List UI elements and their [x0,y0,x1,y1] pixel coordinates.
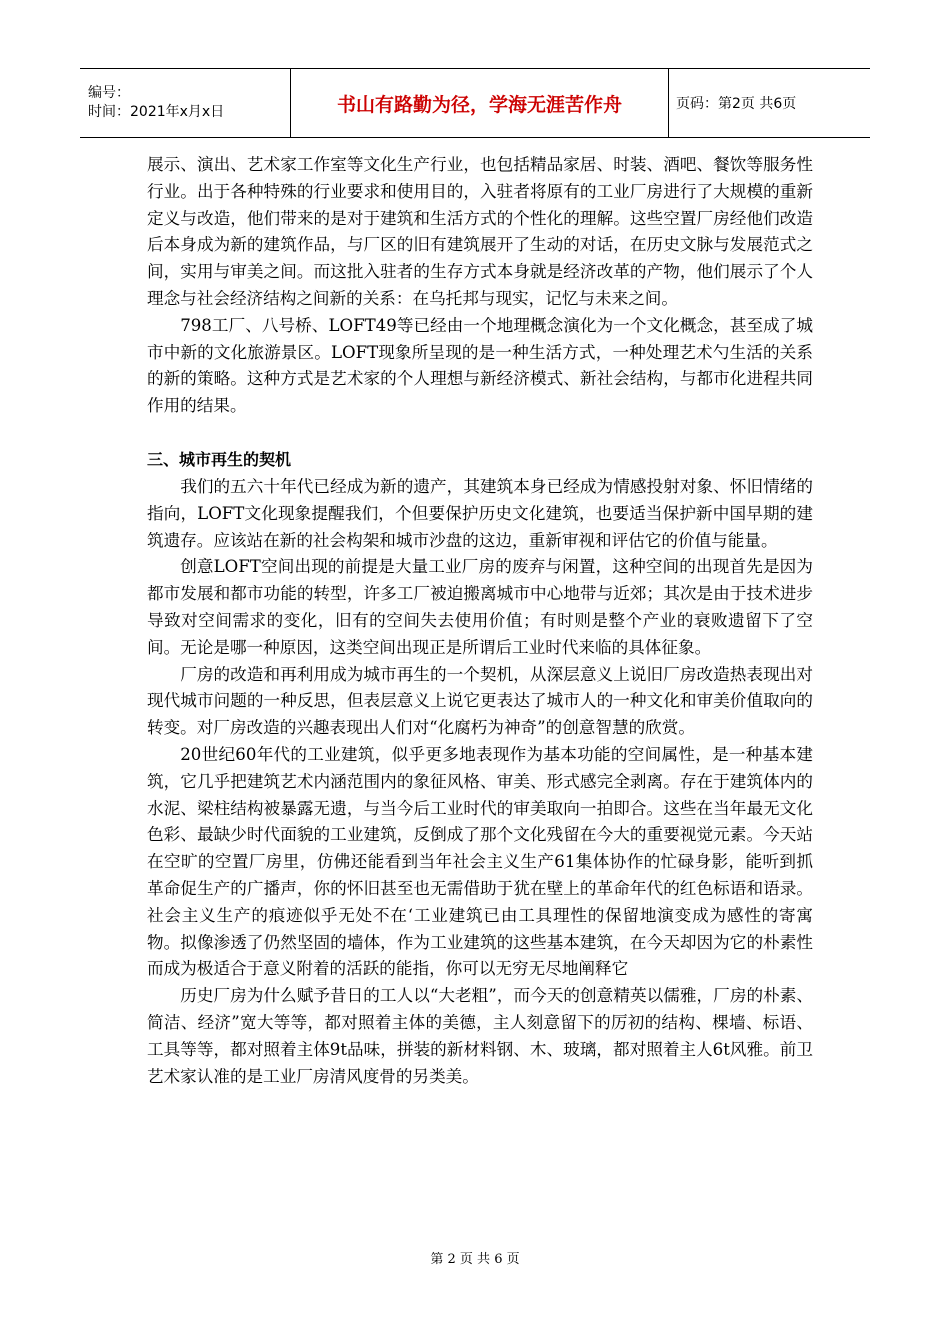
paragraph-7: 历史厂房为什么赋予昔日的工人以“大老粗”，而今天的创意精英以儒雅，厂房的朴素、简洁、经济”宽大等等，都对照着主体的美德，主人刻意留下的厉初的结构、棵墙、标语、工具等等，都对照着主体9t品味，拼装的新材料钢、木、玻璃，都对照着主人6t风雅。前卫艺术家认准的是工业厂房清风度骨的另类美。 [147,986,813,1086]
section-heading: 三、城市再生的契机 [147,449,292,469]
paragraph-3: 我们的五六十年代已经成为新的遗产，其建筑本身已经成为情感投射对象、怀旧情绪的指向，LOFT文化现象提醒我们，个但要保护历史文化建筑，也要适当保护新中国早期的建筑遗存。应该站在新的社会构架和城市沙盘的这边，重新审视和评估它的价值与能量。 [147,476,813,550]
header-meta [80,69,291,137]
page-header [80,68,870,138]
section-spacer [147,420,813,446]
document-body [147,152,813,1090]
header-page-number: 页码：第2页 共6页 [676,96,797,112]
paragraph-4: 创意LOFT空间出现的前提是大量工业厂房的废弃与闲置，这种空间的出现首先是因为都市发展和都市功能的转型，许多工厂被迫搬离城市中心地带与近郊；其次是由于技术进步导致对空间需求的变化，旧有的空间失去使用价值；有时则是整个产业的衰败遗留下了空间。无论是哪一种原因，这类空间出现正是所谓后工业时代来临的具体征象。 [147,557,813,657]
document-number: 编号： [88,85,130,101]
paragraph-2: 798工厂、八号桥、LOFT49等已经由一个地理概念演化为一个文化概念，甚至成了城市中新的文化旅游景区。LOFT现象所呈现的是一种生活方式，一种处理艺术勺生活的关系的新的策略。这种方式是艺术家的个人理想与新经济模式、新社会结构，与都市化进程共同作用的结果。 [147,315,813,416]
paragraph-6: 20世纪60年代的工业建筑，似乎更多地表现作为基本功能的空间属性，是一种基本建筑，它几乎把建筑艺术内涵范围内的象征风格、审美、形式感完全剥离。存在于建筑体内的水泥、梁柱结构被暴露无遗，与当今后工业时代的审美取向一拍即合。这些在当年最无文化色彩、最缺少时代面貌的工业建筑，反倒成了那个文化残留在今大的重要视觉元素。今天站在空旷的空置厂房里，仿佛还能看到当年社会主义生产61集体协作的忙碌身影，能听到抓革命促生产的广播声，你的怀旧甚至也无需借助于犹在壁上的革命年代的红色标语和语录。社会主义生产的痕迹似乎无处不在‘工业建筑已由工具理性的保留地演变成为感性的寄寓物。拟像渗透了仍然坚固的墙体，作为工业建筑的这些基本建筑，在今天却因为它的朴素性而成为极适合于意义附着的活跃的能指，你可以无穷无尽地阐释它 [147,744,813,979]
header-motto: 书山有路勤为径，学海无涯苦作舟 [291,69,669,137]
paragraph-1: 展示、演出、艺术家工作室等文化生产行业，也包括精品家居、时装、酒吧、餐饮等服务性行业。出于各种特殊的行业要求和使用目的，入驻者将原有的工业厂房进行了大规模的重新定义与改造，他们带来的是对于建筑和生活方式的个性化的理解。这些空置厂房经他们改造后本身成为新的建筑作品，与厂区的旧有建筑展开了生动的对话，在历史文脉与发展范式之间，实用与审美之间。而这批入驻者的生存方式本身就是经济改革的产物，他们展示了个人理念与社会经济结构之间新的关系：在乌托邦与现实，记忆与未来之间。 [147,155,813,308]
page-footer: 第 2 页 共 6 页 [430,1252,520,1267]
document-date: 时间：2021年x月x日 [88,104,225,120]
paragraph-5: 厂房的改造和再利用成为城市再生的一个契机，从深层意义上说旧厂房改造热表现出对现代城市问题的一种反思，但表层意义上说它更表达了城市人的一种文化和审美价值取向的转变。对厂房改造的兴趣表现出人们对“化腐朽为神奇”的创意智慧的欣赏。 [147,664,813,738]
